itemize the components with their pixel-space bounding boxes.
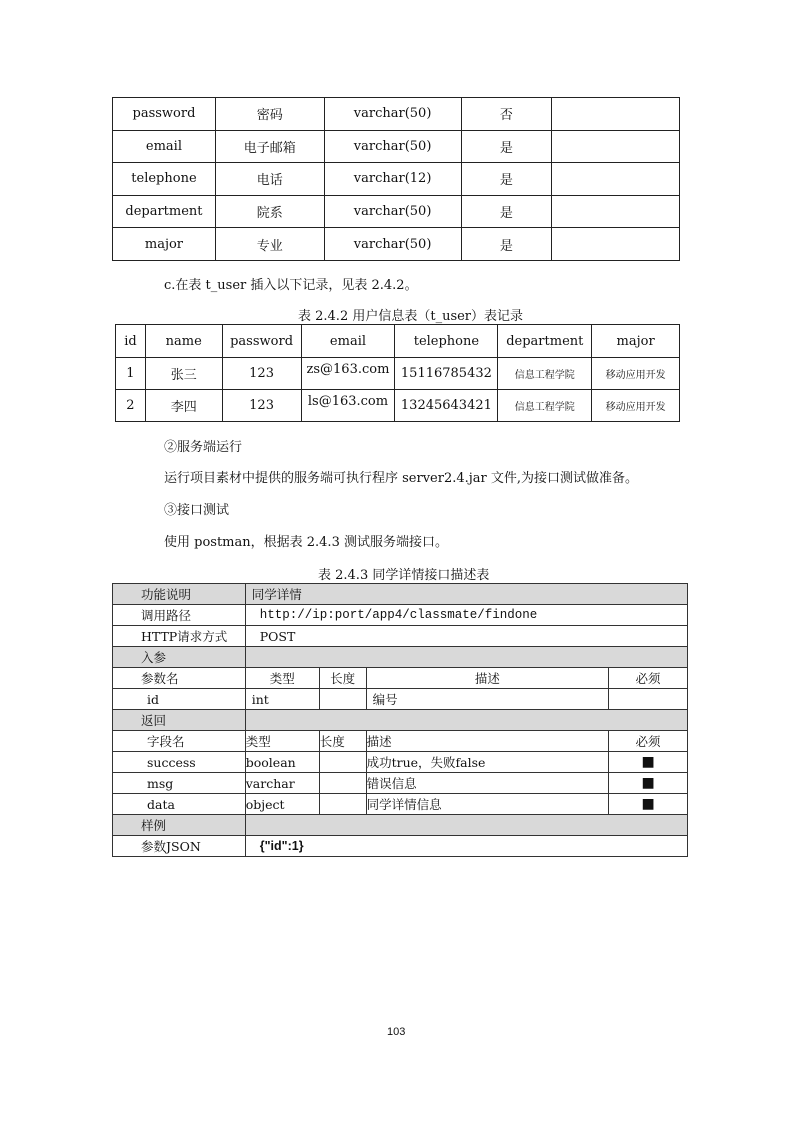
table-cell: varchar(50) [324,228,461,261]
table-cell: ■ [609,773,688,794]
table-cell: 张三 [145,358,222,390]
table-cell: major [113,228,216,261]
table-cell: msg [113,773,246,794]
table-cell: varchar(12) [324,163,461,196]
table-cell [319,773,366,794]
table-cell: 院系 [215,195,324,228]
table-row [113,752,688,773]
table-row [113,773,688,794]
table-cell [552,195,680,228]
return-section-label: 返回 [113,710,246,731]
table-cell: ■ [609,794,688,815]
table-cell: varchar(50) [324,130,461,163]
column-header: password [222,325,301,358]
input-section-filler [245,647,687,668]
table-cell: varchar [245,773,319,794]
table-cell: 是 [461,130,552,163]
table-row [113,228,680,261]
table-cell: 成功true，失败false [366,752,609,773]
table-row [113,98,680,131]
func-value: 同学详情 [245,584,687,605]
table-row [113,163,680,196]
table-cell: ls@163.com [301,390,395,422]
column-header: 长度 [319,731,366,752]
table-cell: 密码 [215,98,324,131]
table-cell: success [113,752,246,773]
table-cell: int [245,689,319,710]
table-cell: varchar(50) [324,98,461,131]
column-header: id [116,325,146,358]
table-cell: 移动应用开发 [592,390,680,422]
table-cell: boolean [245,752,319,773]
table-cell: email [113,130,216,163]
table-cell: 2 [116,390,146,422]
step3-title: ③接口测试 [164,503,230,518]
column-header: 描述 [366,731,609,752]
table-cell: 否 [461,98,552,131]
table-cell: telephone [113,163,216,196]
method-label: HTTP请求方式 [113,626,246,647]
column-header: 字段名 [113,731,246,752]
return-section-filler [245,710,687,731]
table-cell: 15116785432 [395,358,498,390]
step2-title: ②服务端运行 [164,440,243,455]
func-label: 功能说明 [113,584,246,605]
table-cell: password [113,98,216,131]
column-header: 必须 [609,668,688,689]
user-records-table [115,324,680,422]
table-cell: data [113,794,246,815]
table-row [113,794,688,815]
table-cell [319,752,366,773]
table-cell: department [113,195,216,228]
table-cell: 错误信息 [366,773,609,794]
column-header: 描述 [366,668,609,689]
table-row [116,358,680,390]
step2-text: 运行项目素材中提供的服务端可执行程序 server2.4.jar 文件,为接口测试做准备。 [164,471,639,486]
table-row [116,390,680,422]
column-header: department [498,325,592,358]
table-cell [552,163,680,196]
table-row [113,195,680,228]
example-section-label: 样例 [113,815,246,836]
column-header: 参数名 [113,668,246,689]
path-label: 调用路径 [113,605,246,626]
step3-text: 使用 postman，根据表 2.4.3 测试服务端接口。 [164,535,448,550]
table-cell: 移动应用开发 [592,358,680,390]
example-section-filler [245,815,687,836]
table-2-4-3-caption: 表 2.4.3 同学详情接口描述表 [318,568,490,583]
interface-description-table [112,583,688,857]
column-header: name [145,325,222,358]
column-header: 类型 [245,668,319,689]
table-cell: zs@163.com [301,358,395,390]
table-cell: 是 [461,195,552,228]
path-value: http://ip:port/app4/classmate/findone [245,605,687,626]
table-cell: 编号 [366,689,609,710]
column-header: 长度 [319,668,366,689]
method-value: POST [245,626,687,647]
table-cell: ■ [609,752,688,773]
table-cell [552,130,680,163]
table-2-4-2-caption: 表 2.4.2 用户信息表（t_user）表记录 [298,309,524,324]
table-cell: object [245,794,319,815]
table-cell: 是 [461,163,552,196]
table-cell [552,98,680,131]
input-section-label: 入参 [113,647,246,668]
table-cell: 专业 [215,228,324,261]
page-number: 103 [387,1026,406,1038]
table-cell: 123 [222,390,301,422]
insert-records-paragraph: c.在表 t_user 插入以下记录，见表 2.4.2。 [164,278,418,293]
table-cell [319,794,366,815]
field-definition-table [112,97,680,261]
table-cell: 信息工程学院 [498,358,592,390]
column-header: major [592,325,680,358]
table-cell: id [113,689,246,710]
table-row [113,130,680,163]
table-cell: 同学详情信息 [366,794,609,815]
table-cell [609,689,688,710]
table-cell: varchar(50) [324,195,461,228]
table-cell: 123 [222,358,301,390]
table-cell: 电子邮箱 [215,130,324,163]
column-header: email [301,325,395,358]
table-cell: 信息工程学院 [498,390,592,422]
table-cell [552,228,680,261]
table-cell [319,689,366,710]
table-cell: 李四 [145,390,222,422]
column-header: telephone [395,325,498,358]
json-value: {"id":1} [245,836,687,857]
column-header: 类型 [245,731,319,752]
column-header: 必须 [609,731,688,752]
table-cell: 是 [461,228,552,261]
table-cell: 13245643421 [395,390,498,422]
table-cell: 1 [116,358,146,390]
json-label: 参数JSON [113,836,246,857]
table-cell: 电话 [215,163,324,196]
table-row [113,689,688,710]
